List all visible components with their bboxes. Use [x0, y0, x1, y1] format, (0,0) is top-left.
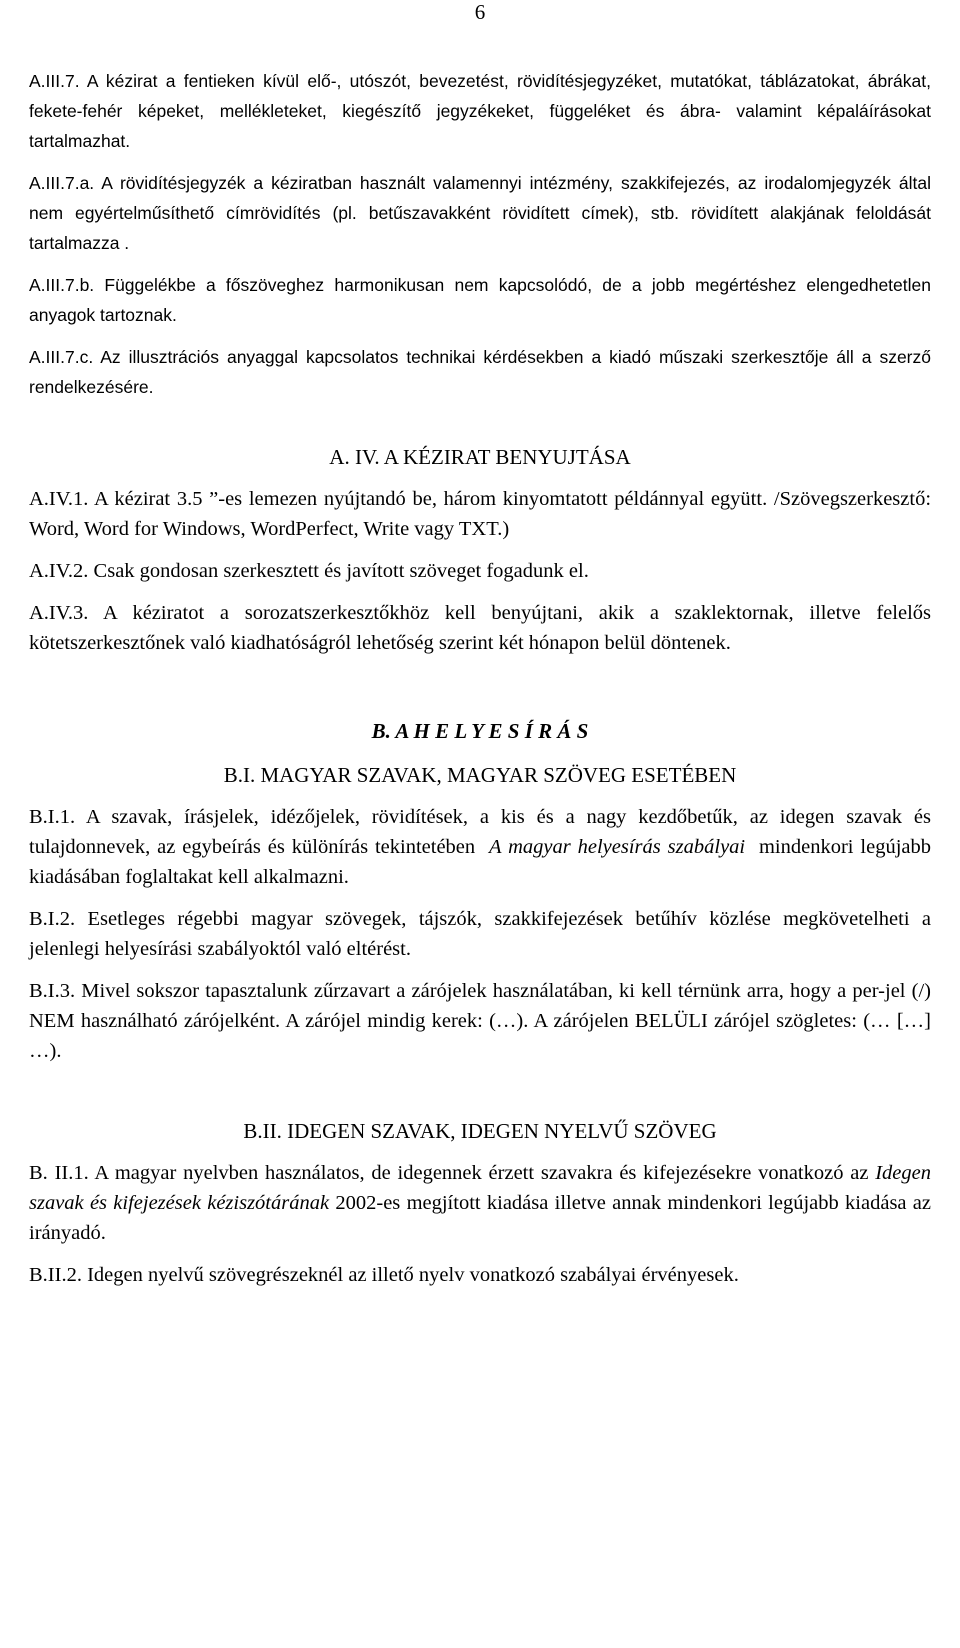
paragraph-b-i-3	[29, 976, 931, 1066]
paragraph-text: Az illusztrációs anyaggal kapcsolatos technikai kérdésekben a kiadó műszaki szerkesztője áll a szerző rendelkezésére.	[29, 347, 931, 397]
paragraph-id: A.IV.2.	[29, 560, 89, 582]
paragraph-id: A.IV.3.	[29, 602, 89, 624]
paragraph-id: B.I.3.	[29, 980, 76, 1002]
heading-b-i: B.I. MAGYAR SZAVAK, MAGYAR SZÖVEG ESETÉBEN	[223, 763, 737, 787]
heading-b-ii: B.II. IDEGEN SZAVAK, IDEGEN NYELVŰ SZÖVEG	[243, 1119, 717, 1143]
paragraph-text: A rövidítésjegyzék a kéziratban használt valamennyi intézmény, szakkifejezés, az irodalomjegyzék által nem egyértelműsíthető címrövidítés (pl. betűszavakként rövidített címek), stb. rövidített alakjának feloldását tartalmazza .	[29, 173, 931, 253]
paragraph-id: A.IV.1.	[29, 488, 89, 510]
paragraph-text: A kéziratot a sorozatszerkesztőkhöz kell benyújtani, akik a szaklektornak, illetve felelős kötetszerkesztőnek való kiadhatóságról lehetőség szerint két hónapon belül döntenek.	[29, 602, 931, 654]
paragraph-id: A.III.7.a.	[29, 173, 95, 193]
paragraph-text: 2002-es megjított kiadása illetve annak mindenkori legújabb kiadása az irányadó.	[29, 1192, 932, 1244]
paragraph-id: A.III.7.c.	[29, 347, 94, 367]
paragraph-b-ii-1	[29, 1158, 931, 1248]
paragraph-text: A szavak, írásjelek, idézőjelek, rövidítések, a kis és a nagy kezdőbetűk, az idegen szavak és tulajdonnevek, az egybeírás és különírás tekintetében	[29, 806, 931, 858]
paragraph-id: A.III.7.	[29, 71, 80, 91]
paragraph-b-ii-2	[29, 1260, 931, 1290]
paragraph-a-iii-7-b	[29, 270, 931, 330]
paragraph-text: Esetleges régebbi magyar szövegek, tájszók, szakkifejezések betűhív közlése megkövetelheti a jelenlegi helyesírási szabályoktól való eltérést.	[29, 908, 931, 960]
paragraph-id: B.I.2.	[29, 908, 76, 930]
heading-a-iv: A. IV. A KÉZIRAT BENYUJTÁSA	[329, 445, 631, 469]
book-title: Idegen szavak és kifejezések kéziszótárának	[29, 1162, 932, 1214]
paragraph-b-i-1	[29, 802, 931, 892]
paragraph-a-iii-7-a	[29, 168, 931, 258]
paragraph-text: A kézirat a fentieken kívül elő-, utószót, bevezetést, rövidítésjegyzéket, mutatókat, táblázatokat, ábrákat, fekete-fehér képeket, mellékleteket, kiegészítő jegyzékeket, függeléket és ábra- valamint képaláírásokat tartalmazhat.	[29, 71, 931, 151]
paragraph-text: Mivel sokszor tapasztalunk zűrzavart a zárójelek használatában, ki kell térnünk arra, hogy a per-jel (/) NEM használható zárójelként. A zárójel mindig kerek: (…). A zárójelen BELÜLI zárójel szögletes: (… […] …).	[29, 980, 932, 1062]
paragraph-id: B.I.1.	[29, 806, 76, 828]
paragraph-text: Idegen nyelvű szövegrészeknél az illető nyelv vonatkozó szabályai érvényesek.	[87, 1264, 739, 1286]
paragraph-text: A magyar nyelvben használatos, de idegennek érzett szavakra és kifejezésekre vonatkozó az	[94, 1162, 869, 1184]
document-body	[29, 66, 931, 1302]
paragraph-text: mindenkori legújabb kiadásában foglaltakat kell alkalmazni.	[29, 836, 931, 888]
page-number: 6	[474, 0, 486, 24]
paragraph-text: Csak gondosan szerkesztett és javított szöveget fogadunk el.	[93, 560, 589, 582]
paragraph-text: Függelékbe a főszöveghez harmonikusan nem kapcsolódó, de a jobb megértéshez elengedhetetlen anyagok tartoznak.	[29, 275, 931, 325]
paragraph-a-iv-1	[29, 484, 931, 544]
book-title: A magyar helyesírás szabályai	[489, 836, 746, 858]
heading-b: B. A H E L Y E S Í R Á S	[371, 719, 589, 743]
paragraph-a-iv-3	[29, 598, 931, 658]
paragraph-a-iii-7	[29, 66, 931, 156]
paragraph-id: B. II.1.	[29, 1162, 89, 1184]
paragraph-b-i-2	[29, 904, 931, 964]
paragraph-id: B.II.2.	[29, 1264, 82, 1286]
paragraph-text: A kézirat 3.5 ”-es lemezen nyújtandó be, három kinyomtatott példánnyal együtt. /Szövegszerkesztő: Word, Word for Windows, WordPerfect, Write vagy TXT.)	[29, 488, 932, 540]
paragraph-a-iv-2	[29, 556, 931, 586]
paragraph-a-iii-7-c	[29, 342, 931, 402]
paragraph-id: A.III.7.b.	[29, 275, 95, 295]
